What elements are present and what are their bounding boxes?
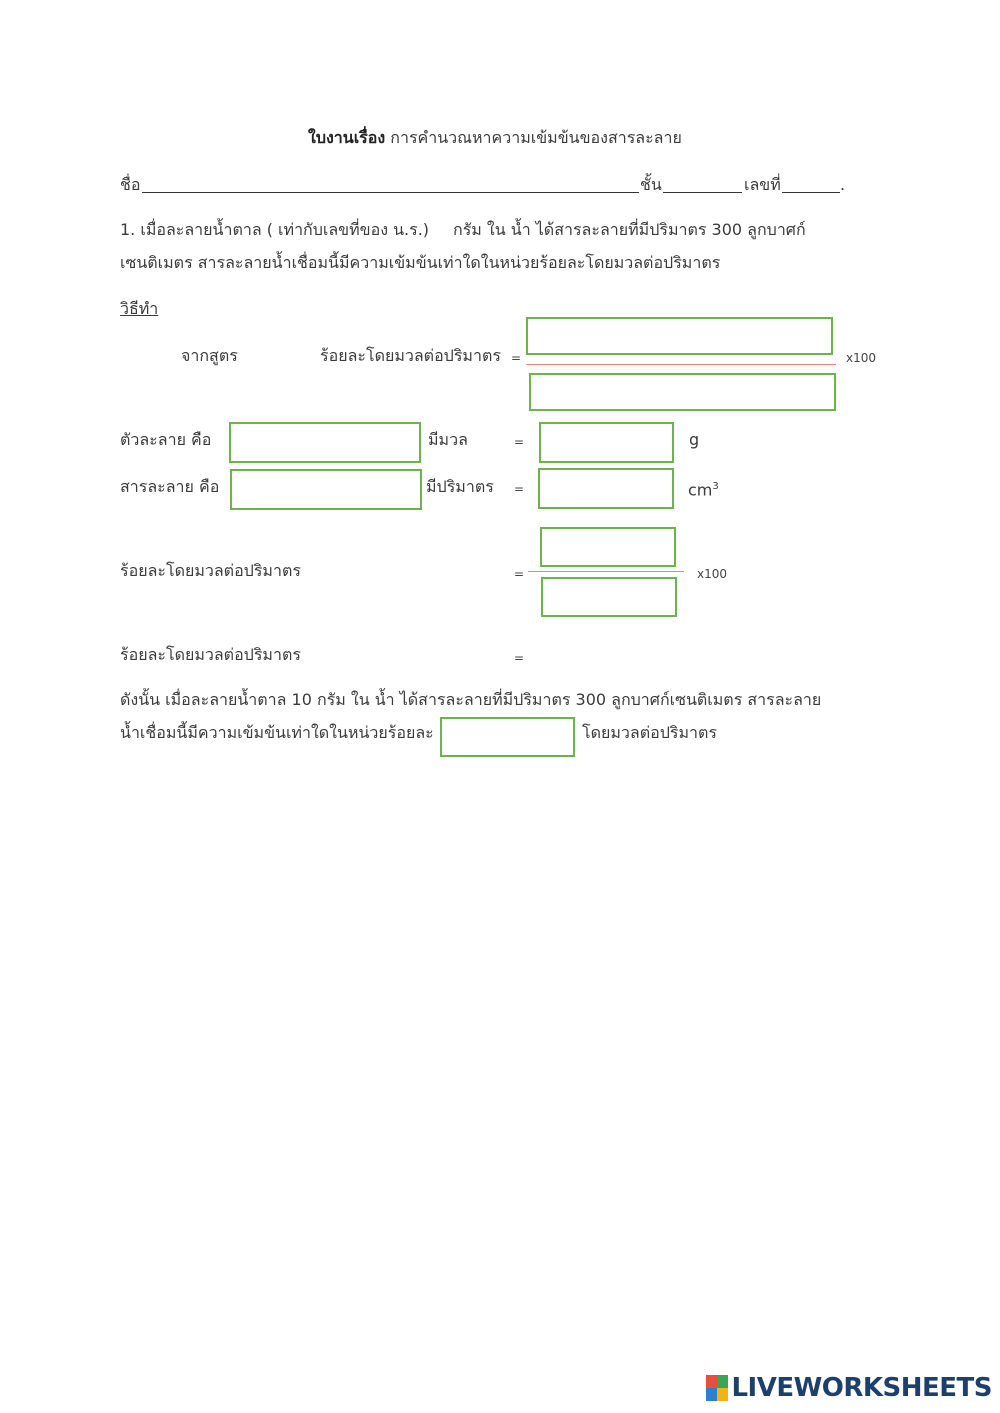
from-formula-label: จากสูตร bbox=[181, 346, 238, 365]
end-dot: . bbox=[840, 175, 846, 194]
conclusion-line2-a: น้ำเชื่อมนี้มีความเข้มข้นเท่าใดในหน่วยร้อยละ bbox=[120, 723, 434, 742]
title-bold: ใบงานเรื่อง bbox=[308, 128, 386, 147]
method-heading: วิธีทำ bbox=[120, 299, 159, 318]
solution-name-input[interactable] bbox=[230, 469, 422, 510]
liveworksheets-tiles-icon bbox=[706, 1375, 728, 1401]
page-title bbox=[308, 127, 682, 149]
solution-volume-label: มีปริมาตร bbox=[426, 477, 494, 496]
result-percent-label: ร้อยละโดยมวลต่อปริมาตร bbox=[120, 645, 301, 664]
number-label: เลขที่ bbox=[744, 175, 781, 194]
solution-unit-exp: 3 bbox=[712, 481, 719, 492]
question-line2: เซนติเมตร สารละลายน้ำเชื่อมนี้มีความเข้มข้นเท่าใดในหน่วยร้อยละโดยมวลต่อปริมาตร bbox=[120, 253, 721, 272]
calc-denominator-input[interactable] bbox=[541, 577, 677, 617]
formula-equals: = bbox=[511, 351, 522, 365]
solute-unit: g bbox=[689, 430, 700, 449]
calc-times100: x100 bbox=[697, 567, 728, 581]
liveworksheets-logo bbox=[706, 1373, 992, 1403]
question-line1-b: กรัม ใน น้ำ ได้สารละลายที่มีปริมาตร 300 ลูกบาศก์ bbox=[453, 220, 806, 239]
name-label: ชื่อ bbox=[120, 175, 141, 194]
solute-mass-label: มีมวล bbox=[428, 430, 468, 449]
calc-percent-label: ร้อยละโดยมวลต่อปริมาตร bbox=[120, 561, 301, 580]
calc-numerator-input[interactable] bbox=[540, 527, 676, 567]
conclusion-line2-b: โดยมวลต่อปริมาตร bbox=[582, 723, 717, 742]
number-blank[interactable] bbox=[782, 192, 840, 193]
conclusion-answer-input[interactable] bbox=[440, 717, 575, 757]
formula-denominator-input[interactable] bbox=[529, 373, 836, 411]
solution-unit bbox=[688, 476, 719, 501]
calc-fraction-line bbox=[528, 571, 684, 572]
solute-name-input[interactable] bbox=[229, 422, 421, 463]
formula-times100: x100 bbox=[846, 351, 877, 365]
solution-unit-base: cm bbox=[688, 480, 713, 500]
question-line1-a: 1. เมื่อละลายน้ำตาล ( เท่ากับเลขที่ของ น.ร.) bbox=[120, 220, 430, 239]
solution-label: สารละลาย คือ bbox=[120, 477, 220, 496]
logo-text: LIVEWORKSHEETS bbox=[731, 1373, 992, 1403]
solution-equals: = bbox=[514, 482, 525, 496]
solute-label: ตัวละลาย คือ bbox=[120, 430, 212, 449]
solute-equals: = bbox=[514, 435, 525, 449]
conclusion-line1: ดังนั้น เมื่อละลายน้ำตาล 10 กรัม ใน น้ำ ได้สารละลายที่มีปริมาตร 300 ลูกบาศก์เซนติเมตร สารละลาย bbox=[120, 690, 822, 709]
calc-equals: = bbox=[514, 567, 525, 581]
title-rest: การคำนวณหาความเข้มข้นของสารละลาย bbox=[390, 128, 682, 147]
class-label: ชั้น bbox=[640, 175, 662, 194]
solution-volume-input[interactable] bbox=[538, 468, 674, 509]
solute-mass-input[interactable] bbox=[539, 422, 674, 463]
formula-percent-label: ร้อยละโดยมวลต่อปริมาตร bbox=[320, 346, 501, 365]
name-blank[interactable] bbox=[142, 192, 639, 193]
formula-numerator-input[interactable] bbox=[526, 317, 833, 355]
result-equals: = bbox=[514, 651, 525, 665]
class-blank[interactable] bbox=[663, 192, 742, 193]
formula-fraction-line bbox=[526, 364, 836, 365]
